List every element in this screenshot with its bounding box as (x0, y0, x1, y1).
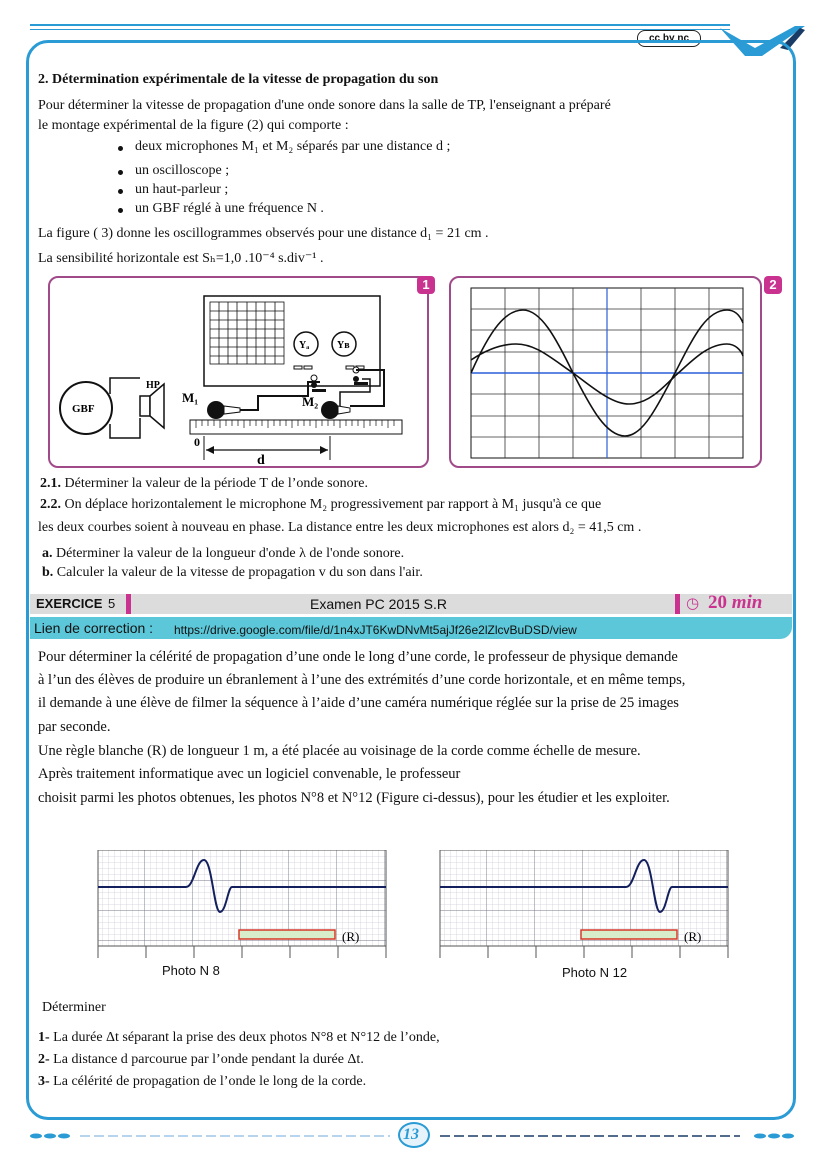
ruler-label: (R) (342, 929, 360, 944)
header-line (30, 24, 730, 26)
exercise-paragraph-line: à l’un des élèves de produire un ébranlement à l’une des extrémités d’une corde horizontale, et en même temps, (38, 672, 686, 688)
list-item: un oscilloscope ; (135, 163, 230, 178)
bullet (118, 170, 123, 175)
exercise-paragraph-line: choisit parmi les photos obtenues, les photos N°8 et N°12 (Figure ci-dessus), pour les étudier et les exploiter. (38, 790, 670, 806)
figure-2-badge: 2 (764, 276, 782, 294)
header-line-thin (30, 29, 730, 30)
intro-line-2: le montage expérimental de la figure (2) qui comporte : (38, 118, 349, 133)
final-question-1: 1- La durée Δt séparant la prise des deux photos N°8 et N°12 de l’onde, (38, 1030, 440, 1045)
question-b: b. Calculer la valeur de la vitesse de propagation v du son dans l'air. (42, 565, 423, 580)
correction-link[interactable]: https://drive.google.com/file/d/1n4xJT6KwDNvMt5ajJf26e2lZlcvBuDSD/view (174, 623, 577, 637)
timer-accent-mark (675, 594, 680, 614)
section-title: 2. Détermination expérimentale de la vitesse de propagation du son (38, 72, 439, 87)
figure-oscillogram (449, 276, 762, 468)
ruler-label: (R) (684, 929, 702, 944)
question-2-2-cont: les deux courbes soient à nouveau en phase. La distance entre les deux microphones est alors d₂ = 41,5 cm . (38, 520, 642, 535)
link-label: Lien de correction : (34, 620, 154, 636)
m1-label: M₁ (182, 390, 199, 405)
distance-d-label: d (257, 453, 265, 466)
photo-12-caption: Photo N 12 (562, 965, 628, 980)
exercise-paragraph-line: Après traitement informatique avec un logiciel convenable, le professeur (38, 766, 461, 782)
exercise-label: EXERCICE (36, 596, 103, 611)
final-question-2: 2- La distance d parcourue par l’onde pendant la durée Δt. (38, 1052, 364, 1067)
determine-heading: Déterminer (42, 1000, 106, 1015)
question-2-2: 2.2. On déplace horizontalement le microphone M₂ progressivement par rapport à M₁ jusqu'à ce que (40, 497, 602, 512)
exam-title: Examen PC 2015 S.R (310, 596, 447, 612)
ya-label: Yₐ (299, 340, 310, 351)
exercise-paragraph-line: Une règle blanche (R) de longueur 1 m, a été placée au voisinage de la corde comme échelle de mesure. (38, 743, 641, 759)
bullet (118, 208, 123, 213)
m2-label: M₂ (302, 394, 319, 409)
hp-label: HP (146, 380, 160, 391)
list-item: un haut-parleur ; (135, 182, 229, 197)
setup-diagram (50, 278, 427, 466)
yb-label: Yʙ (337, 340, 350, 351)
gbf-label: GBF (72, 403, 95, 415)
question-2-1: 2.1. Déterminer la valeur de la période T de l’onde sonore. (40, 476, 368, 491)
oscillogram-plot (451, 278, 760, 466)
duration: 20 min (708, 592, 763, 613)
bullet (118, 189, 123, 194)
exercise-accent-mark (126, 594, 131, 614)
exercise-number: 5 (108, 596, 116, 611)
page-number: 13 (403, 1126, 419, 1143)
figure-setup (48, 276, 429, 468)
final-question-3: 3- La célérité de propagation de l’onde le long de la corde. (38, 1074, 367, 1089)
figure3-text: La figure ( 3) donne les oscillogrammes observés pour une distance d₁ = 21 cm . (38, 226, 489, 241)
question-a: a. Déterminer la valeur de la longueur d'onde λ de l'onde sonore. (42, 546, 405, 561)
exercise-paragraph-line: Pour déterminer la célérité de propagation d’une onde le long d’une corde, le professeur de physique demande (38, 649, 678, 665)
sensitivity-text: La sensibilité horizontale est Sₕ=1,0 .10⁻⁴ s.div⁻¹ . (38, 251, 324, 266)
intro-line-1: Pour déterminer la vitesse de propagation d'une onde sonore dans la salle de TP, l'enseignant a préparé (38, 98, 611, 113)
exercise-paragraph-line: par seconde. (38, 719, 111, 735)
photo-8-caption: Photo N 8 (162, 963, 220, 978)
list-item: deux microphones M₁ et M₂ séparés par une distance d ; (135, 139, 451, 154)
clock-icon: ◷ (686, 595, 700, 612)
list-item: un GBF réglé à une fréquence N . (135, 201, 324, 216)
bullet (118, 146, 123, 151)
cc-license-icon: cc by nc (637, 30, 701, 47)
photo-12 (438, 850, 730, 962)
figure-1-badge: 1 (417, 276, 435, 294)
photo-8 (96, 850, 388, 962)
zero-label: 0 (194, 435, 200, 449)
exercise-paragraph-line: il demande à une élève de filmer la séquence à l’aide d’une caméra numérique réglée sur la prise de 25 images (38, 695, 679, 711)
